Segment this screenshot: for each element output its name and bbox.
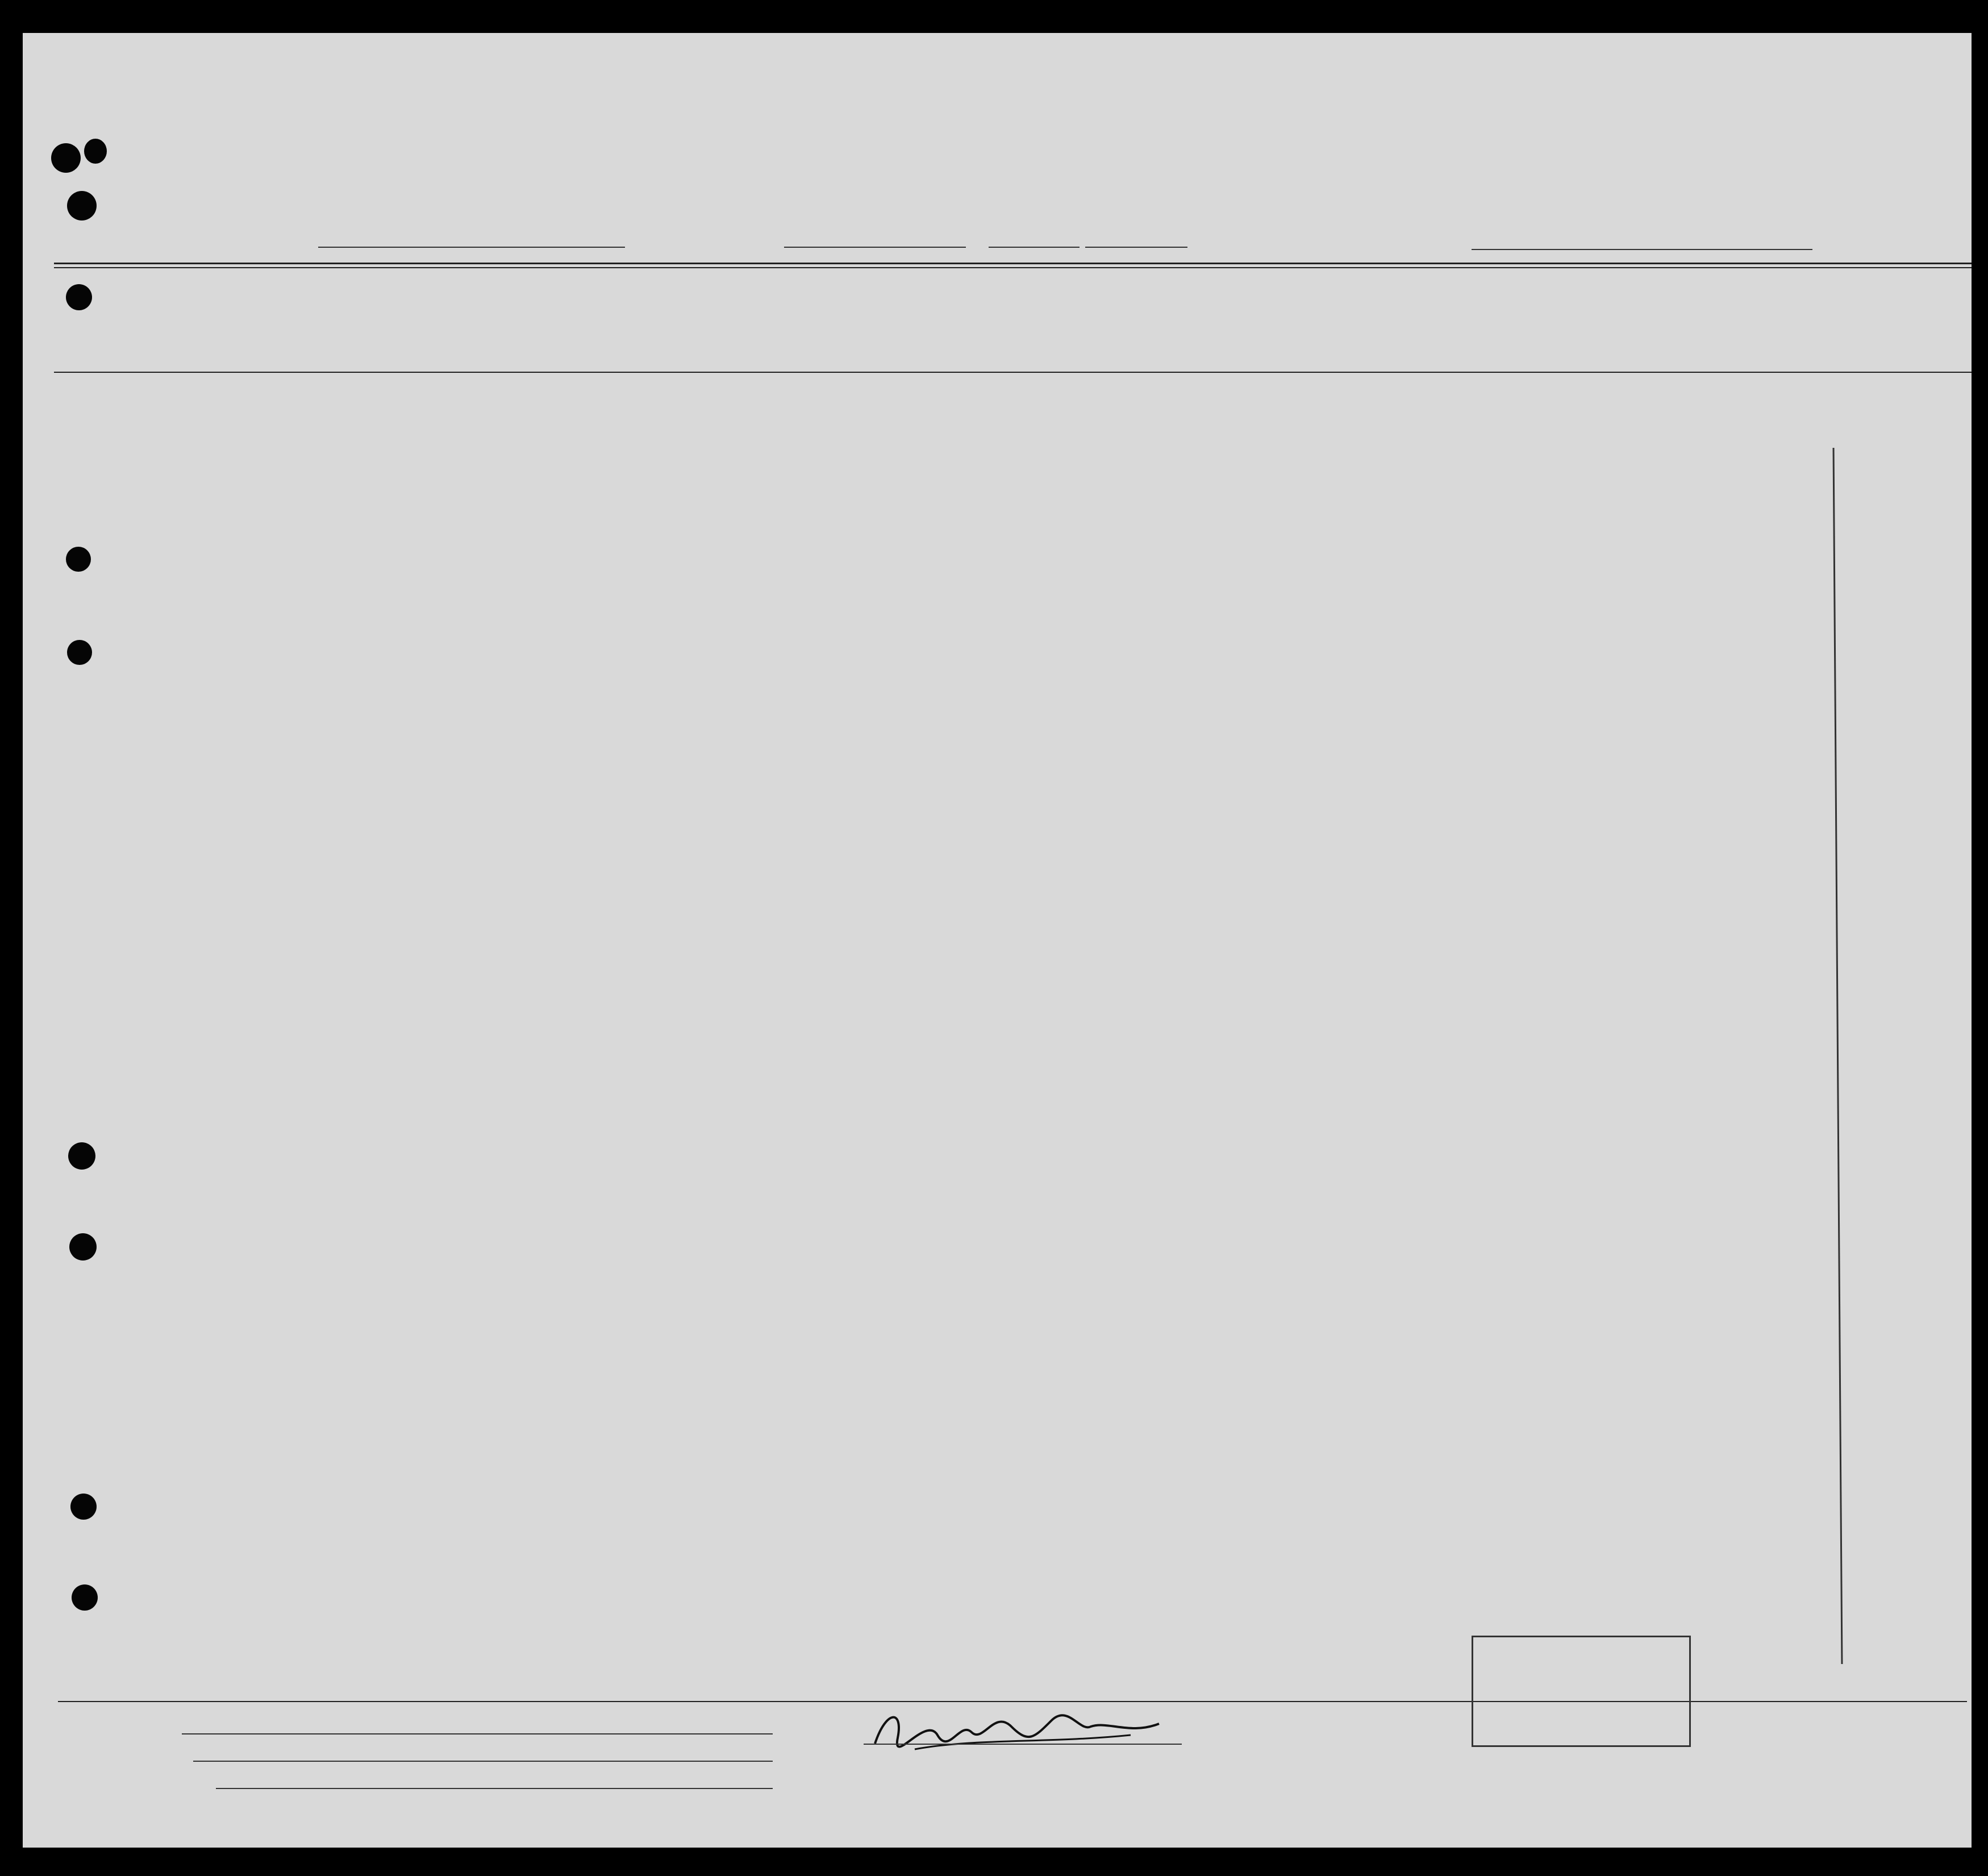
manifest-sheet xyxy=(23,33,1972,1848)
punch-hole xyxy=(67,191,97,221)
punch-hole xyxy=(70,1494,97,1520)
punch-hole xyxy=(66,284,92,310)
mercantile-marine-stamp xyxy=(1472,1636,1691,1747)
punch-hole xyxy=(72,1584,98,1611)
punch-hole xyxy=(66,547,91,572)
punch-hole xyxy=(84,139,107,164)
punch-hole xyxy=(68,1142,95,1170)
punch-hole xyxy=(67,640,92,665)
punch-hole xyxy=(51,143,81,173)
remarks-bracket-line xyxy=(1833,448,1843,1664)
punch-hole xyxy=(69,1233,97,1261)
inspector-signature xyxy=(864,1704,1182,1755)
